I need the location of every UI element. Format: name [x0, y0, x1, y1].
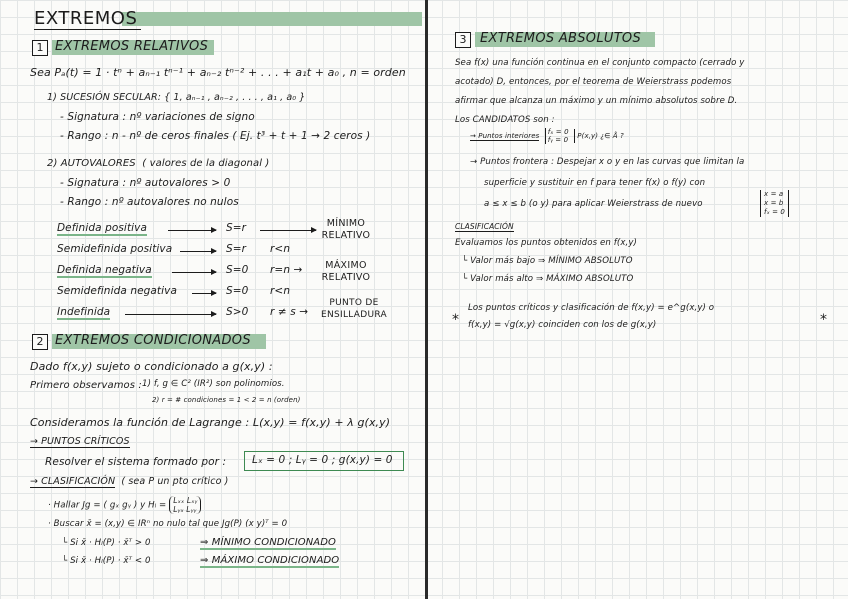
- row-arrow: [172, 272, 216, 273]
- frontera-eq-3: fₓ = 0: [764, 208, 785, 216]
- page-title: EXTREMOS: [34, 8, 141, 30]
- sec2-clasificacion: → CLASIFICACIÓN: [30, 476, 116, 487]
- sec3-note-2: f(x,y) = √g(x,y) coinciden con los de g(x,y): [468, 320, 657, 330]
- row-arrow: [192, 293, 216, 294]
- row-result-ensilladura: PUNTO DE ENSILLADURA: [320, 298, 388, 320]
- row-arrow: [180, 251, 216, 252]
- row-result-maximo: MÁXIMO RELATIVO: [321, 260, 371, 283]
- item1-title-text: 1) SUCESIÓN SECULAR:: [47, 92, 162, 103]
- row-extra: r<n: [270, 243, 291, 255]
- row-label-semidefinida-positiva: Semidefinida positiva: [57, 243, 173, 255]
- hessian-row-1: Lₓₓ Lₓᵧ: [173, 496, 198, 505]
- item2-signatura: - Signatura : nº autovalores > 0: [60, 177, 231, 189]
- section-3-title: EXTREMOS ABSOLUTOS: [480, 31, 642, 46]
- sec2-intro: Dado f(x,y) sujeto o condicionado a g(x,y) :: [30, 360, 273, 373]
- sec2-hallar-row: [48, 496, 201, 514]
- row-result-minimo: MÍNIMO RELATIVO: [321, 218, 371, 241]
- sec3-valor-alto: └ Valor más alto ⇒ MÁXIMO ABSOLUTO: [462, 274, 634, 284]
- row-cond: S=0: [226, 285, 249, 297]
- sec2-si1: └ Si x̄ · Hₗ(P) · x̄ᵀ > 0: [62, 538, 151, 548]
- sec3-paragraph-1: Sea f(x) una función continua en el conjunto compacto (cerrado y: [455, 58, 745, 68]
- item1-sequence: { 1, aₙ₋₁ , aₙ₋₂ , . . . , a₁ , a₀ }: [164, 92, 306, 103]
- sec2-res1: ⇒ MÍNIMO CONDICIONADO: [200, 537, 337, 548]
- section-1-title: EXTREMOS RELATIVOS: [55, 39, 209, 54]
- section-1-number: 1: [32, 40, 48, 56]
- row-extra: r=n →: [270, 264, 303, 276]
- sec2-res2: ⇒ MÁXIMO CONDICIONADO: [200, 555, 340, 566]
- item2-note: ( valores de la diagonal ): [142, 158, 270, 169]
- sec2-lagrange: Consideramos la función de Lagrange : L(x,y) = f(x,y) + λ g(x,y): [30, 416, 391, 429]
- row-cond: S=r: [226, 243, 247, 255]
- section-2-title: EXTREMOS CONDICIONADOS: [55, 333, 251, 348]
- frontera-eq-2: x = b: [764, 199, 784, 207]
- row-label-definida-positiva: Definida positiva: [57, 222, 148, 234]
- polynomial-definition: Sea Pₐ(t) = 1 · tⁿ + aₙ₋₁ tⁿ⁻¹ + aₙ₋₂ tⁿ⁻² + . . . + a₁t + a₀ , n = orden: [30, 66, 406, 79]
- row-label-semidefinida-negativa: Semidefinida negativa: [57, 285, 178, 297]
- sec3-note-1: Los puntos críticos y clasificación de f(x,y) = e^g(x,y) o: [468, 303, 715, 313]
- row-arrow: [168, 230, 216, 231]
- row-label-indefinida: Indefinida: [57, 306, 111, 318]
- item1-signatura: - Signatura : nº variaciones de signo: [60, 111, 255, 123]
- sec2-hallar: · Hallar Jg = ( gₓ gᵧ ) y Hₗ =: [48, 500, 167, 511]
- sec3-evaluamos: Evaluamos los puntos obtenidos en f(x,y): [455, 238, 637, 248]
- frontera-system: [760, 190, 789, 217]
- item1-rango: - Rango : n - nº de ceros finales ( Ej. t³ + t + 1 → 2 ceros ): [60, 130, 371, 142]
- row-extra: r<n: [270, 285, 291, 297]
- sec3-candidatos: Los CANDIDATOS son :: [455, 115, 555, 125]
- sec3-interior-row: [470, 128, 624, 144]
- sec2-obs-label: Primero observamos :: [30, 380, 142, 391]
- frontera-eq-1: x = a: [764, 190, 784, 198]
- sec2-si2: └ Si x̄ · Hₗ(P) · x̄ᵀ < 0: [62, 556, 151, 566]
- sec3-star-right: *: [820, 312, 828, 328]
- sec2-clas-note: ( sea P un pto crítico ): [121, 476, 229, 487]
- sec3-interior-label: → Puntos interiores: [470, 132, 540, 140]
- sec2-obs1: 1) f, g ∈ C² (IR²) son polinomios.: [142, 379, 285, 389]
- sec2-buscar: · Buscar x̄ = (x,y) ∈ IRⁿ no nulo tal que Jg(P) (x y)ᵀ = 0: [48, 519, 288, 529]
- title-highlight: [122, 12, 422, 26]
- item2-title-text: 2) AUTOVALORES: [47, 158, 136, 169]
- sec3-paragraph-3: afirmar que alcanza un máximo y un mínimo absolutos sobre D.: [455, 96, 738, 106]
- page-divider: [425, 0, 428, 599]
- sec3-interior-rest: P(x,y) ¿∈ Å ?: [577, 132, 624, 140]
- sec3-valor-bajo: └ Valor más bajo ⇒ MÍNIMO ABSOLUTO: [462, 256, 633, 266]
- section-2-number: 2: [32, 334, 48, 350]
- sec2-pc-system: Lₓ = 0 ; Lᵧ = 0 ; g(x,y) = 0: [252, 454, 393, 466]
- sec3-paragraph-2: acotado) D, entonces, por el teorema de Weierstrass podemos: [455, 77, 732, 87]
- row-extra: r ≠ s →: [270, 306, 309, 318]
- item2-rango: - Rango : nº autovalores no nulos: [60, 196, 239, 208]
- sec3-clasificacion: CLASIFICACIÓN: [455, 222, 514, 231]
- row-cond: S>0: [226, 306, 249, 318]
- row-cond: S=0: [226, 264, 249, 276]
- sec3-star-left: *: [452, 312, 460, 328]
- interior-eq-1: fₓ = 0: [547, 128, 569, 136]
- section-3-number: 3: [455, 32, 471, 48]
- sec3-frontera-1: → Puntos frontera : Despejar x o y en las curvas que limitan la: [470, 157, 745, 167]
- sec3-frontera-2: superficie y sustituir en f para tener f(x) o f(y) con: [484, 178, 706, 188]
- row-arrow: [125, 314, 216, 315]
- sec2-obs2: 2) r = # condiciones = 1 < 2 = n (orden): [152, 396, 301, 404]
- row-label-definida-negativa: Definida negativa: [57, 264, 152, 276]
- hessian-matrix: [169, 496, 201, 514]
- sec2-clasificacion-row: [30, 476, 228, 487]
- item2-title: [47, 158, 269, 169]
- sec2-puntos-criticos: → PUNTOS CRÍTICOS: [30, 436, 130, 447]
- row-cond: S=r: [226, 222, 247, 234]
- row-arrow: [260, 230, 316, 231]
- interior-system: [545, 128, 569, 144]
- hessian-row-2: Lᵧₓ Lᵧᵧ: [173, 505, 197, 514]
- sec2-pc-text: Resolver el sistema formado por :: [45, 456, 227, 468]
- sec3-frontera-3: a ≤ x ≤ b (o y) para aplicar Weierstrass de nuevo: [484, 199, 703, 209]
- interior-eq-2: fᵧ = 0: [547, 136, 569, 144]
- item1-title: [47, 92, 305, 103]
